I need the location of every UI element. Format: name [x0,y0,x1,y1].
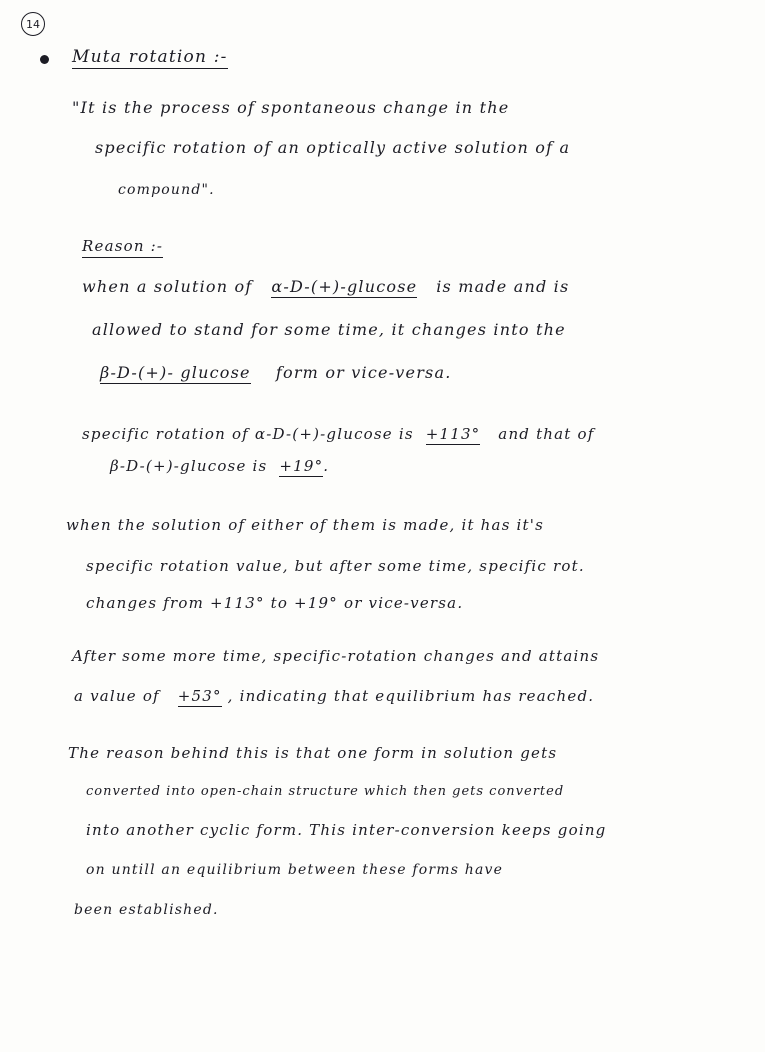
para4-text-a: a value of [74,687,160,705]
para5-line-1: The reason behind this is that one form in solution gets [68,744,558,762]
para5-line-3: into another cyclic form. This inter-conversion keeps going [86,821,607,839]
alpha-glucose-term: α-D-(+)-glucose [271,277,418,296]
para3-line-3: changes from +113° to +19° or vice-versa. [86,594,464,612]
beta-rotation-value: +19° [279,457,324,475]
rotation-text-c: and that of [498,425,595,443]
equilibrium-rotation-value: +53° [177,687,222,705]
para3-line-2: specific rotation value, but after some time, specific rot. [86,557,585,575]
reason-line-2: allowed to stand for some time, it changes into the [92,320,566,339]
para5-line-2: converted into open-chain structure which then gets converted [86,784,565,799]
page-number-circle [21,12,45,36]
reason-text-c: is made and is [436,277,570,296]
reason-text-form: form or vice-versa. [275,363,452,382]
bullet-icon [40,55,49,64]
definition-line-1: "It is the process of spontaneous change in the [72,98,510,117]
beta-glucose-term: β-D-(+)- glucose [100,363,251,382]
rotation-line-1 [82,424,594,444]
para4-line-1: After some more time, specific-rotation changes and attains [72,647,600,665]
reason-line-1 [82,277,569,297]
rotation-text-a: specific rotation of α-D-(+)-glucose is [82,425,414,443]
definition-line-2: specific rotation of an optically active solution of a [95,138,571,157]
rotation-text-beta: β-D-(+)-glucose is [110,457,268,475]
reason-line-3 [100,363,452,383]
para4-text-c: , indicating that equilibrium has reached. [227,687,595,705]
page-number: 14 [26,17,40,31]
rotation-text-period: . [323,457,330,475]
para5-line-4: on untill an equilibrium between these forms have [86,862,504,878]
rotation-line-2 [110,456,329,476]
reason-heading: Reason :- [82,236,163,258]
alpha-rotation-value: +113° [425,425,481,443]
para5-line-5: been established. [74,902,219,918]
para4-line-2 [74,686,594,706]
para3-line-1: when the solution of either of them is made, it has it's [66,516,545,534]
reason-text-a: when a solution of [82,277,253,296]
heading-mutarotation: Muta rotation :- [72,47,228,67]
definition-line-3: compound". [118,182,215,198]
